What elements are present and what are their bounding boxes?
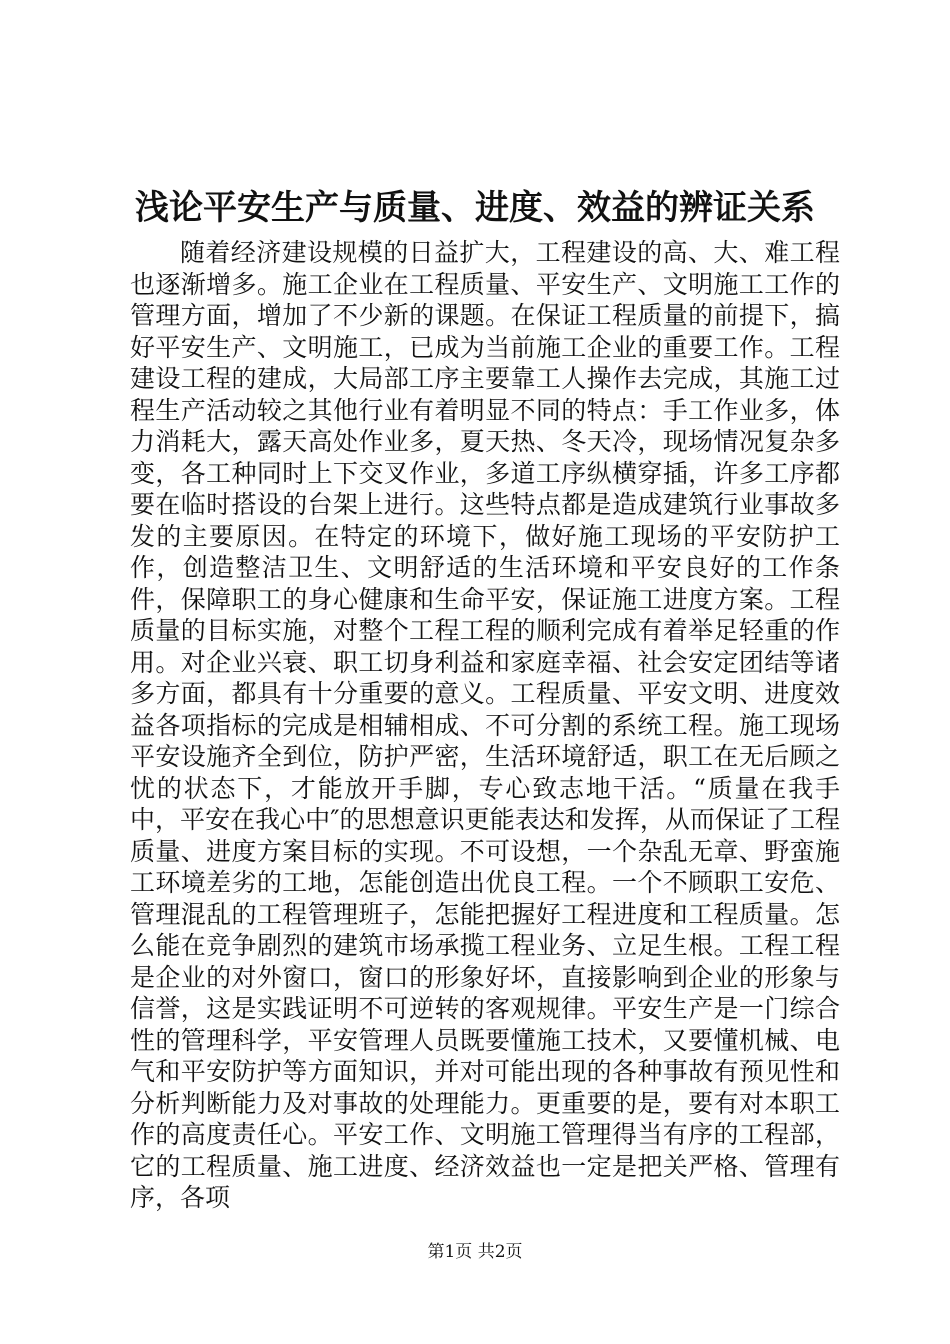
document-title: 浅论平安生产与质量、进度、效益的辨证关系 <box>135 188 815 228</box>
page-footer: 第1页 共2页 <box>427 1242 523 1262</box>
body-paragraph: 随着经济建设规模的日益扩大，工程建设的高、大、难工程也逐渐增多。施工企业在工程质量、平安生产、文明施工工作的管理方面，增加了不少新的课题。在保证工程质量的前提下，搞好平安生产、文明施工，已成为当前施工企业的重要工作。工程建设工程的建成，大局部工序主要靠工人操作去完成，其施工过程生产活动较之其他行业有着明显不同的特点：手工作业多，体力消耗大，露天高处作业多，夏天热、冬天冷，现场情况复杂多变，各工种同时上下交叉作业，多道工序纵横穿插，许多工序都要在临时搭设的台架上进行。这些特点都是造成建筑行业事故多发的主要原因。在特定的环境下，做好施工现场的平安防护工作，创造整洁卫生、文明舒适的生活环境和平安良好的工作条件，保障职工的身心健康和生命平安，保证施工进度方案。工程质量的目标实施，对整个工程工程的顺利完成有着举足轻重的作用。对企业兴衰、职工切身利益和家庭幸福、社会安定团结等诸多方面，都具有十分重要的意义。工程质量、平安文明、进度效益各项指标的完成是相辅相成、不可分割的系统工程。施工现场平安设施齐全到位，防护严密，生活环境舒适，职工在无后顾之忧的状态下，才能放开手脚，专心致志地干活。“质量在我手中，平安在我心中″的思想意识更能表达和发挥，从而保证了工程质量、进度方案目标的实现。不可设想，一个杂乱无章、野蛮施工环境差劣的工地，怎能创造出优良工程。一个不顾职工安危、管理混乱的工程管理班子，怎能把握好工程进度和工程质量。怎么能在竞争剧烈的建筑市场承揽工程业务、立足生根。工程工程是企业的对外窗口，窗口的形象好坏，直接影响到企业的形象与信誉，这是实践证明不可逆转的客观规律。平安生产是一门综合性的管理科学，平安管理人员既要懂施工技术，又要懂机械、电气和平安防护等方面知识，并对可能出现的各种事故有预见性和分析判断能力及对事故的处理能力。更重要的是，要有对本职工作的高度责任心。平安工作、文明施工管理得当有序的工程部，它的工程质量、施工进度、经济效益也一定是把关严格、管理有序，各项 <box>130 238 840 1212</box>
